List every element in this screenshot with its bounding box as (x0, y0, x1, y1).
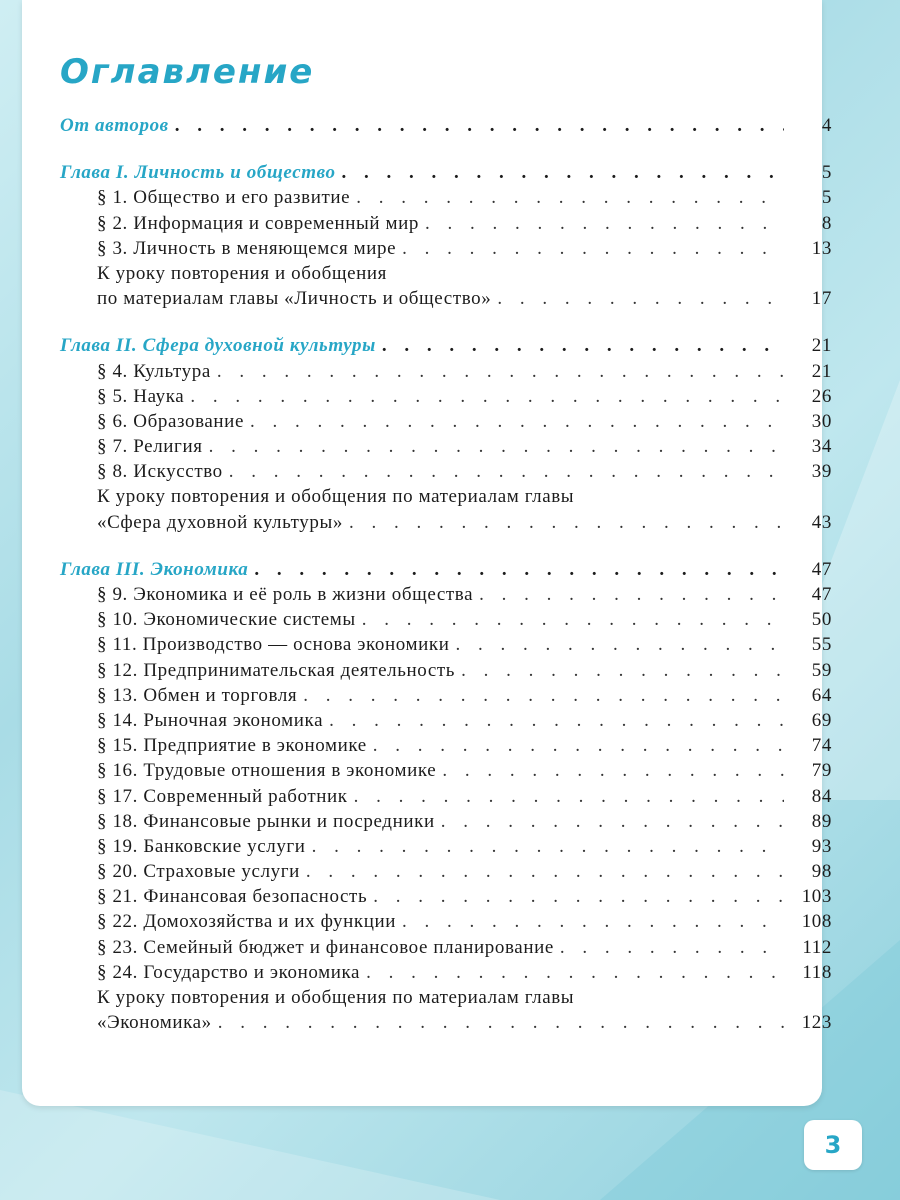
toc-review-entry[interactable] (60, 1012, 832, 1037)
dot-leader (229, 461, 784, 483)
chapter-title: Глава I. Личность и общество (60, 162, 336, 184)
dot-leader (209, 436, 784, 458)
toc-review-entry[interactable] (60, 512, 832, 537)
dot-leader (349, 512, 784, 534)
section-title: § 9. Экономика и её роль в жизни общества (97, 584, 474, 605)
toc-review-entry-line1[interactable] (60, 987, 832, 1012)
section-title: § 5. Наука (97, 385, 185, 407)
dot-leader (303, 685, 784, 707)
dot-leader (497, 288, 784, 310)
toc-section-entry[interactable] (60, 634, 832, 659)
toc-section-entry[interactable] (60, 710, 832, 735)
dot-leader (373, 735, 784, 757)
toc-page-number: 5 (821, 187, 832, 209)
toc-section-entry[interactable] (60, 660, 832, 685)
toc-section-entry[interactable] (60, 361, 832, 386)
toc-chapter-heading[interactable] (60, 335, 832, 360)
dot-leader (479, 584, 784, 606)
toc-section-entry[interactable] (60, 685, 832, 710)
toc-page-number: 98 (811, 861, 832, 883)
review-title-line1: К уроку повторения и обобщения по материалам главы (97, 486, 575, 508)
dot-leader (354, 786, 784, 808)
toc-page-number: 108 (801, 911, 832, 933)
review-title-line2: «Экономика» (97, 1012, 212, 1034)
section-title: § 13. Обмен и торговля (97, 684, 298, 706)
toc-page-number: 13 (811, 237, 832, 259)
toc-entry-label: От авторов (60, 115, 169, 136)
toc-section-entry[interactable] (60, 386, 832, 411)
chapter-title: Глава III. Экономика (60, 558, 249, 580)
toc-section-entry[interactable] (60, 760, 832, 785)
section-title: § 6. Образование (97, 410, 244, 432)
toc-page-number: 79 (811, 760, 832, 782)
toc-page-number: 89 (811, 810, 832, 832)
toc-chapter-heading[interactable] (60, 162, 832, 187)
toc-section-entry[interactable] (60, 811, 832, 836)
chapter-title: Глава II. Сфера духовной культуры (60, 335, 376, 357)
toc-section-entry[interactable] (60, 911, 832, 936)
section-title: § 4. Культура (97, 360, 211, 382)
section-title: § 11. Производство — основа экономики (97, 634, 450, 656)
toc-page-number: 34 (811, 436, 832, 458)
section-title: § 10. Экономические системы (97, 609, 356, 631)
section-title: § 1. Общество и его развитие (97, 187, 351, 209)
dot-leader (362, 609, 784, 631)
toc-page-number: 5 (821, 162, 832, 184)
toc-section-entry[interactable] (60, 861, 832, 886)
section-title: § 21. Финансовая безопасность (97, 886, 368, 908)
toc-section-entry[interactable] (60, 461, 832, 486)
toc-page-number: 43 (811, 511, 832, 533)
section-title: § 7. Религия (97, 436, 203, 458)
toc-page-number: 30 (811, 410, 832, 432)
toc-page-number: 50 (811, 609, 832, 631)
toc-review-entry-line1[interactable] (60, 486, 832, 511)
toc-page-number: 123 (801, 1012, 832, 1034)
section-title: § 24. Государство и экономика (97, 961, 361, 983)
toc-page-number: 59 (811, 659, 832, 681)
dot-leader (218, 1012, 784, 1034)
dot-leader (455, 634, 784, 656)
toc-section-entry[interactable] (60, 187, 832, 212)
page-title: Оглавление (60, 52, 315, 92)
dot-leader (217, 361, 784, 383)
dot-leader (425, 213, 784, 235)
section-title: § 8. Искусство (97, 461, 223, 483)
toc-page-number: 55 (811, 634, 832, 656)
toc-section-entry[interactable] (60, 886, 832, 911)
section-title: § 17. Современный работник (97, 785, 348, 807)
toc-entry-intro[interactable] (60, 115, 832, 140)
toc-page-number: 39 (811, 461, 832, 483)
background-facet (0, 1090, 500, 1200)
toc-page-number: 8 (821, 212, 832, 234)
dot-leader (342, 162, 784, 184)
toc-page-number: 103 (801, 886, 832, 908)
toc-page-number: 93 (811, 835, 832, 857)
toc-section-entry[interactable] (60, 411, 832, 436)
toc-page-number: 118 (802, 961, 832, 983)
toc-page-number: 74 (811, 735, 832, 757)
toc-section-entry[interactable] (60, 937, 832, 962)
dot-leader (306, 861, 784, 883)
review-title-line1: К уроку повторения и обобщения (97, 262, 388, 284)
dot-leader (175, 115, 784, 137)
dot-leader (329, 710, 784, 732)
toc-page-number: 21 (811, 335, 832, 357)
toc-review-entry[interactable] (60, 288, 832, 313)
toc-section-entry[interactable] (60, 436, 832, 461)
dot-leader (254, 559, 784, 581)
section-title: § 23. Семейный бюджет и финансовое планирование (97, 936, 554, 958)
section-title: § 18. Финансовые рынки и посредники (97, 810, 435, 832)
section-title: § 15. Предприятие в экономике (97, 735, 367, 757)
toc-section-entry[interactable] (60, 735, 832, 760)
review-title-line2: «Сфера духовной культуры» (97, 511, 343, 533)
section-title: § 2. Информация и современный мир (97, 212, 420, 234)
dot-leader (356, 187, 784, 209)
dot-leader (366, 962, 784, 984)
toc-section-entry[interactable] (60, 238, 832, 263)
toc-page-number: 21 (811, 360, 832, 382)
dot-leader (312, 836, 784, 858)
toc-page-number: 112 (802, 936, 832, 958)
toc-page-number: 26 (811, 385, 832, 407)
dot-leader (250, 411, 784, 433)
toc-section-entry[interactable] (60, 213, 832, 238)
dot-leader (441, 811, 784, 833)
dot-leader (402, 911, 784, 933)
dot-leader (402, 238, 784, 260)
dot-leader (461, 660, 784, 682)
dot-leader (382, 335, 784, 357)
page-sheet (22, 0, 832, 1106)
section-title: § 19. Банковские услуги (97, 835, 306, 857)
toc-section-entry[interactable] (60, 962, 832, 987)
toc-section-entry[interactable] (60, 786, 832, 811)
toc-review-entry-line1[interactable] (60, 263, 832, 288)
section-title: § 14. Рыночная экономика (97, 709, 324, 731)
section-title: § 3. Личность в меняющемся мире (97, 237, 397, 259)
dot-leader (560, 937, 784, 959)
toc-section-entry[interactable] (60, 584, 832, 609)
toc-section-entry[interactable] (60, 609, 832, 634)
toc-page-number: 47 (811, 558, 832, 580)
section-title: § 12. Предпринимательская деятельность (97, 659, 456, 681)
dot-leader (190, 386, 784, 408)
dot-leader (373, 886, 784, 908)
section-title: § 22. Домохозяйства и их функции (97, 911, 397, 933)
toc-page-number: 4 (821, 115, 832, 136)
section-title: § 16. Трудовые отношения в экономике (97, 760, 437, 782)
section-title: § 20. Страховые услуги (97, 861, 300, 883)
toc-page-number: 69 (811, 709, 832, 731)
toc-page-number: 84 (811, 785, 832, 807)
toc-chapter-heading[interactable] (60, 559, 832, 584)
toc-page-number: 17 (811, 288, 832, 310)
toc-section-entry[interactable] (60, 836, 832, 861)
review-title-line2: по материалам главы «Личность и общество» (97, 288, 492, 310)
table-of-contents (60, 115, 832, 1037)
toc-page-number: 47 (811, 584, 832, 605)
toc-page-number: 64 (811, 684, 832, 706)
review-title-line1: К уроку повторения и обобщения по материалам главы (97, 987, 575, 1008)
page-number-badge: 3 (804, 1120, 862, 1170)
dot-leader (442, 760, 784, 782)
